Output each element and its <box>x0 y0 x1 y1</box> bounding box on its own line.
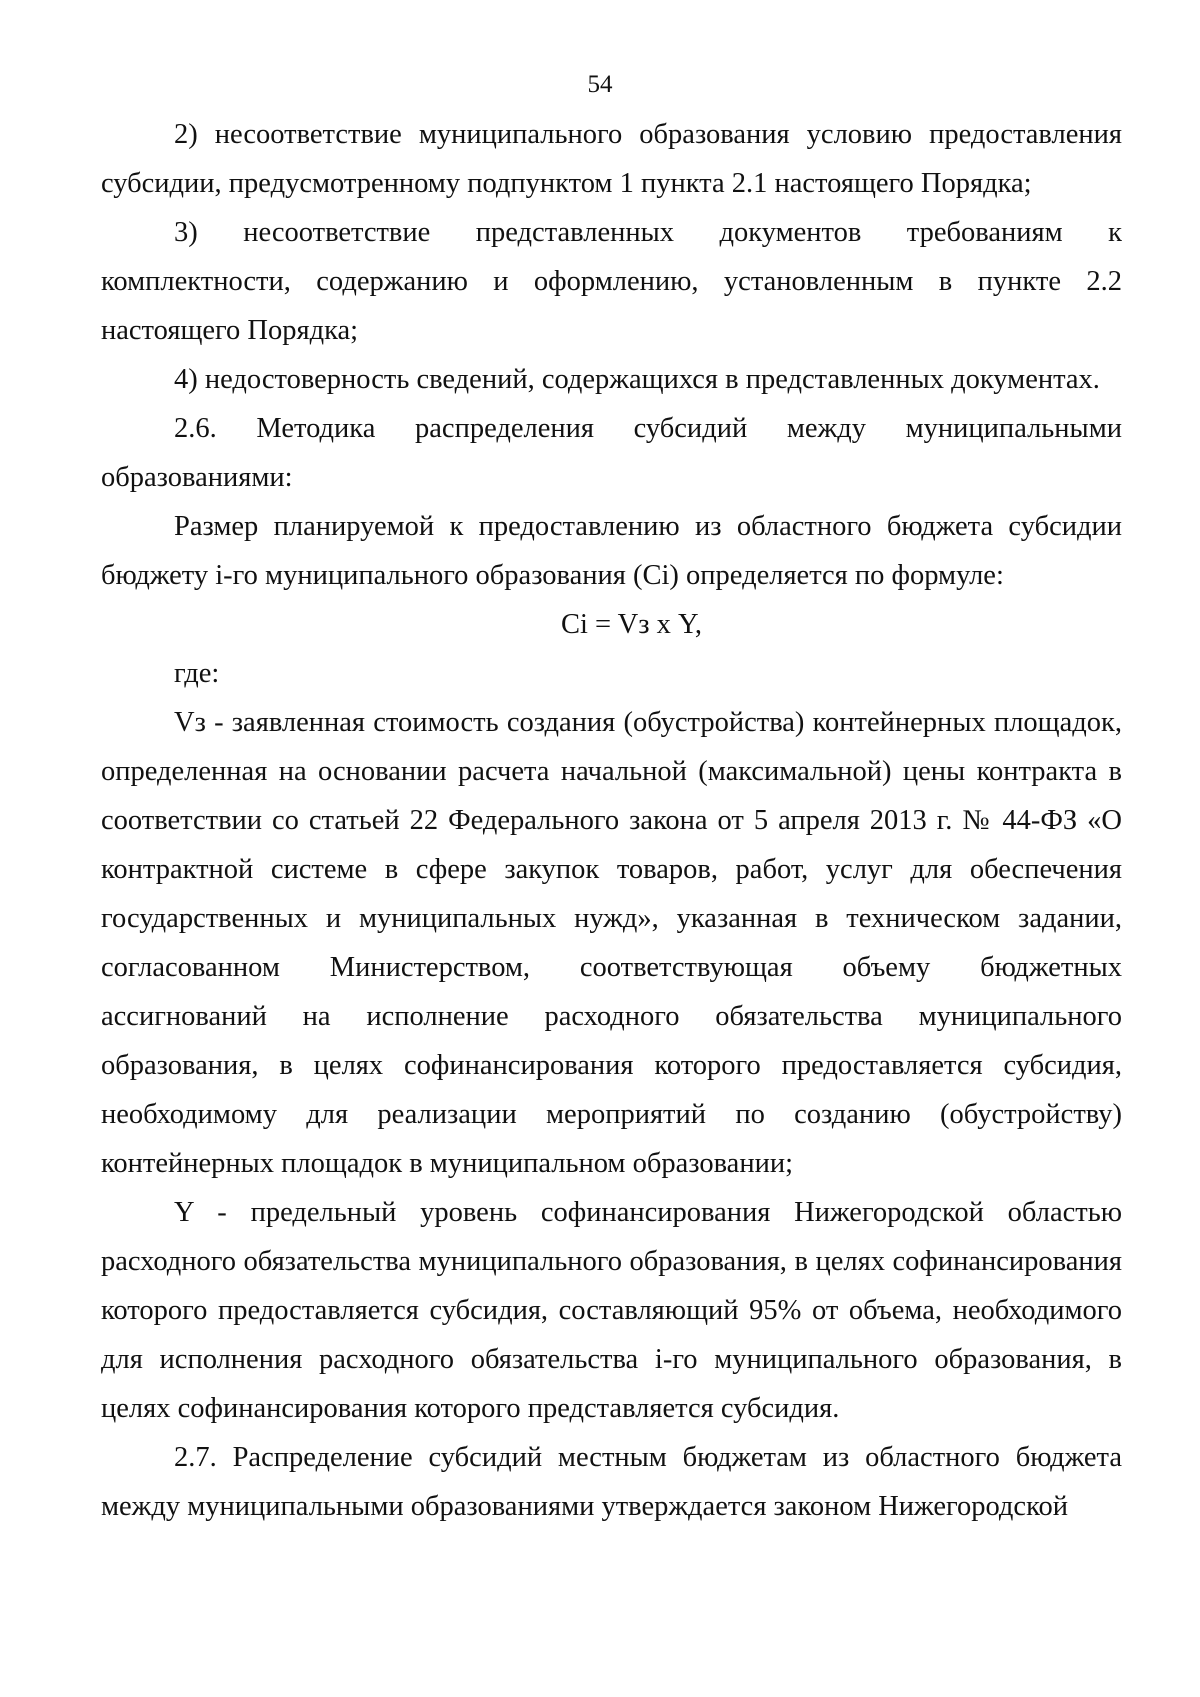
definition-y: Y - предельный уровень софинансирования Нижегородской областью расходного обязательства муниципального образования, в целях софинансирования которого предоставляется субсидия, составляющий 95% от объема, необходимого для исполнения расходного обязательства i-го муниципального образования, в целях софинансирования которого представляется субсидия. <box>101 1197 1122 1424</box>
section-heading-2-6: 2.6. Методика распределения субсидий между муниципальными образованиями: <box>101 413 1122 493</box>
paragraph-item-3: 3) несоответствие представленных документов требованиям к комплектности, содержанию и оформлению, установленным в пункте 2.2 настоящего Порядка; <box>101 217 1122 346</box>
section-2-7: 2.7. Распределение субсидий местным бюджетам из областного бюджета между муниципальными образованиями утверждается законом Нижегородской <box>101 1442 1122 1522</box>
paragraph-item-2: 2) несоответствие муниципального образования условию предоставления субсидии, предусмотренному подпунктом 1 пункта 2.1 настоящего Порядка; <box>101 119 1122 199</box>
document-body <box>101 110 1122 1531</box>
paragraph-where: где: <box>174 658 220 689</box>
paragraph-subsidy-size: Размер планируемой к предоставлению из областного бюджета субсидии бюджету i-го муниципального образования (Сi) определяется по формуле: <box>101 511 1122 591</box>
paragraph-item-4: 4) недостоверность сведений, содержащихся в представленных документах. <box>174 364 1100 395</box>
page-number: 54 <box>587 71 613 98</box>
definition-vz: Vз - заявленная стоимость создания (обустройства) контейнерных площадок, определенная на основании расчета начальной (максимальной) цены контракта в соответствии со статьей 22 Федерального закона от 5 апреля 2013 г. № 44-ФЗ «О контрактной системе в сфере закупок товаров, работ, услуг для обеспечения государственных и муниципальных нужд», указанная в техническом задании, согласованном Министерством, соответствующая объему бюджетных ассигнований на исполнение расходного обязательства муниципального образования, в целях софинансирования которого предоставляется субсидия, необходимому для реализации мероприятий по созданию (обустройству) контейнерных площадок в муниципальном образовании; <box>101 707 1122 1179</box>
formula: Сi = Vз х Y, <box>560 609 703 640</box>
